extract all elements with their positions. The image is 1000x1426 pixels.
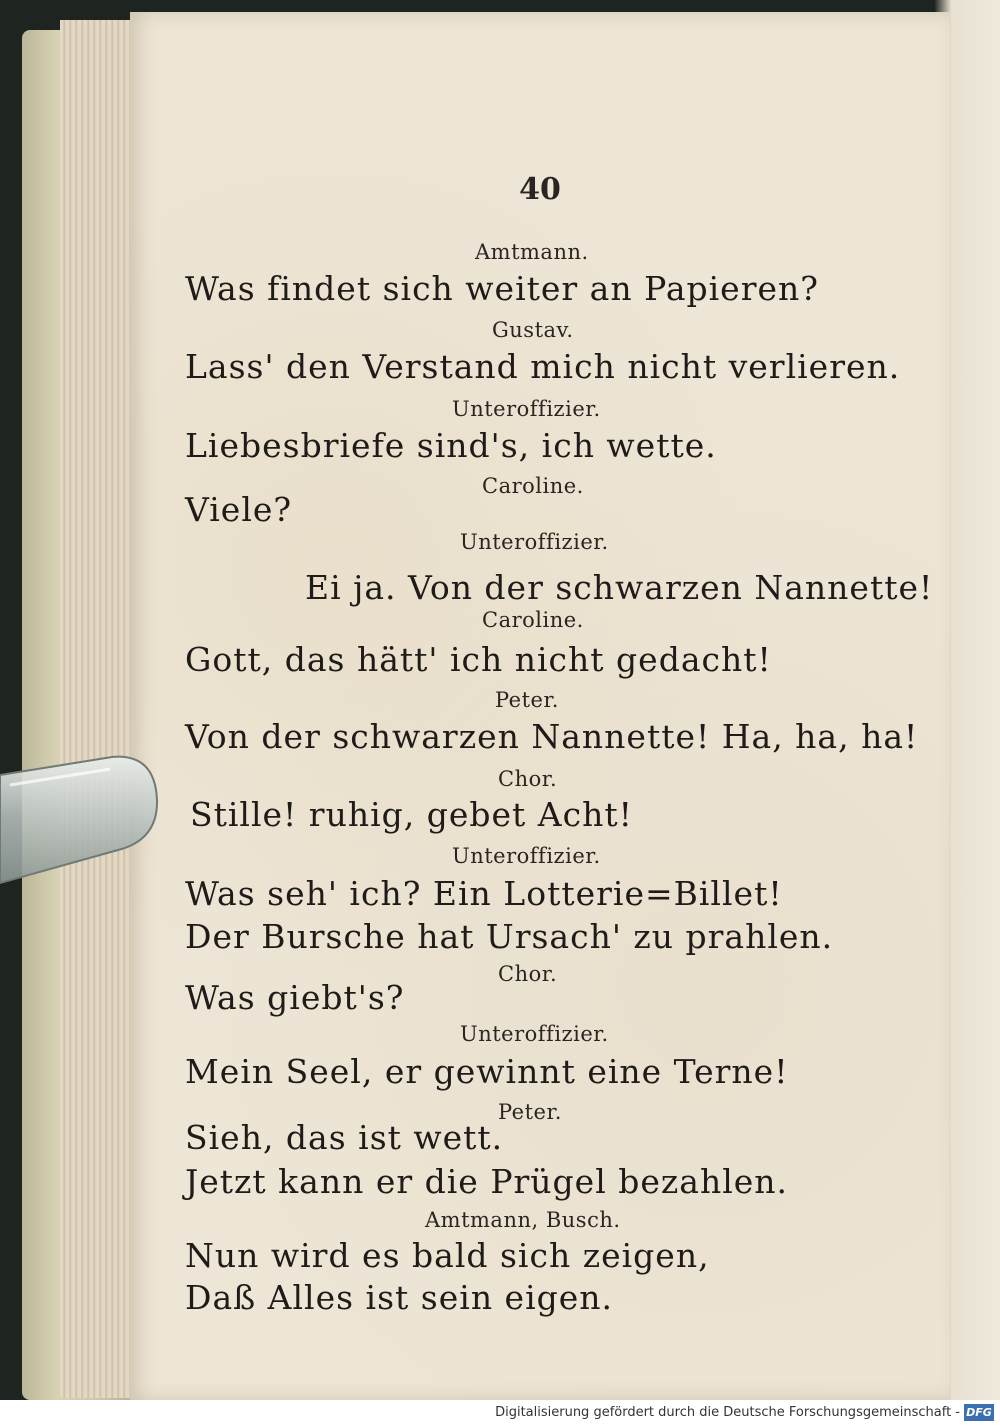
speaker-label: Unteroffizier. (452, 397, 601, 421)
verse-line: Mein Seel, er gewinnt eine Terne! (185, 1052, 789, 1091)
speaker-label: Chor. (498, 962, 558, 986)
verse-line: Liebesbriefe sind's, ich wette. (185, 426, 717, 465)
speaker-label: Peter. (498, 1100, 562, 1124)
speaker-label: Gustav. (492, 318, 574, 342)
verse-line: Von der schwarzen Nannette! Ha, ha, ha! (185, 717, 919, 756)
book-page (130, 12, 950, 1400)
speaker-label: Unteroffizier. (452, 844, 601, 868)
speaker-label: Unteroffizier. (460, 530, 609, 554)
verse-line: Was seh' ich? Ein Lotterie=Billet! (185, 874, 783, 913)
verse-line: Der Bursche hat Ursach' zu prahlen. (185, 917, 834, 956)
verse-line: Jetzt kann er die Prügel bezahlen. (185, 1162, 789, 1201)
verse-line: Daß Alles ist sein eigen. (185, 1278, 614, 1317)
verse-line: Sieh, das ist wett. (185, 1118, 504, 1157)
speaker-label: Caroline. (482, 474, 584, 498)
speaker-label: Amtmann. (475, 240, 589, 264)
speaker-label: Unteroffizier. (460, 1022, 609, 1046)
dfg-logo-icon: DFG (964, 1404, 994, 1421)
verse-line: Gott, das hätt' ich nicht gedacht! (185, 640, 772, 679)
glass-clip (0, 755, 160, 885)
page-stack-edge (60, 20, 140, 1398)
verse-line: Lass' den Verstand mich nicht verlieren. (185, 347, 901, 386)
verse-line: Was giebt's? (185, 978, 405, 1017)
verse-line: Was findet sich weiter an Papieren? (185, 269, 819, 308)
speaker-label: Caroline. (482, 608, 584, 632)
verse-line: Stille! ruhig, gebet Acht! (190, 795, 633, 834)
speaker-label: Peter. (495, 688, 559, 712)
page-number: 40 (519, 172, 561, 207)
footer-credit: Digitalisierung gefördert durch die Deutsche Forschungsgemeinschaft - (495, 1405, 960, 1420)
verse-line: Viele? (185, 490, 293, 529)
speaker-label: Amtmann, Busch. (425, 1208, 621, 1232)
speaker-label: Chor. (498, 767, 558, 791)
verse-line: Ei ja. Von der schwarzen Nannette! (305, 568, 934, 607)
verse-line: Nun wird es bald sich zeigen, (185, 1236, 710, 1275)
footer-bar (0, 1400, 1000, 1426)
